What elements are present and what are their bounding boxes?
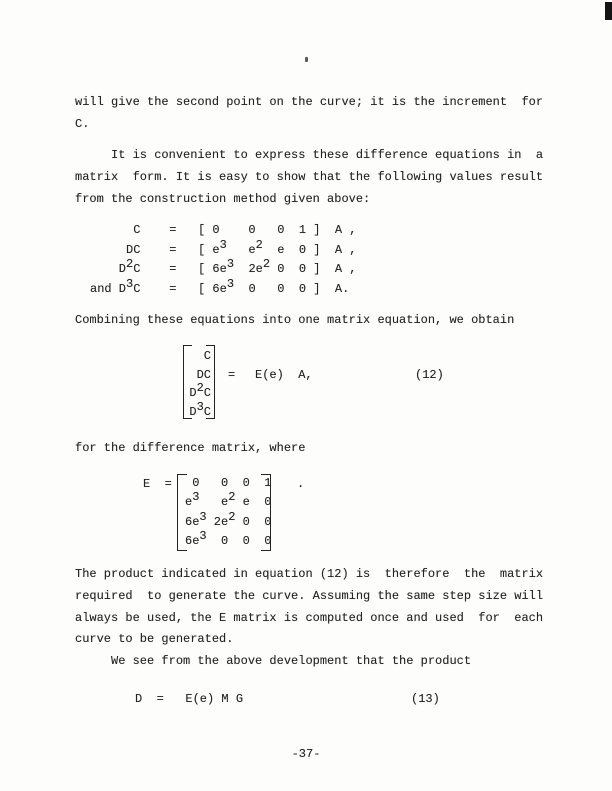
equation-line: and D3C = [ 6e3 0 0 0 ] A.: [90, 276, 350, 296]
vector-row: DC: [196, 367, 211, 382]
matrix-trailing-period: .: [297, 477, 305, 491]
equation-line: C = [ 0 0 0 1 ] A ,: [90, 223, 357, 237]
equation-13-body: D = E(e) M G: [135, 692, 244, 706]
vector-row: D3C: [189, 400, 211, 420]
matrix-right-bracket: [261, 474, 271, 551]
paragraph-line: will give the second point on the curve; it is the increment for: [75, 95, 544, 109]
paragraph-1: [75, 92, 543, 136]
paragraph-2: [75, 145, 543, 210]
equation-12-rhs: E(e) A,: [255, 368, 313, 382]
paragraph-line: matrix form. It is easy to show that the following values result: [75, 169, 544, 184]
paragraph-line: from the construction method given above:: [75, 191, 371, 206]
difference-equations-block: [90, 221, 356, 299]
we-see-sentence: We see from the above development that the product: [75, 654, 472, 668]
paragraph-line: required to generate the curve. Assuming the same step size will: [75, 588, 544, 603]
combining-sentence: Combining these equations into one matrix equation, we obtain: [75, 313, 515, 327]
paragraph-line: C.: [75, 116, 90, 131]
vector-row: D2C: [189, 381, 211, 401]
matrix-row: 0 0 0 1: [185, 476, 272, 490]
equation-12-equals: =: [228, 368, 236, 382]
matrix-row: 6e3 0 0 0: [185, 528, 272, 548]
matrix-e-lhs: E =: [143, 477, 172, 491]
paragraph-3: [75, 564, 543, 651]
paragraph-line: It is convenient to express these difference equations in a: [75, 148, 544, 162]
matrix-rows: [185, 474, 271, 551]
equation-12-number: (12): [415, 368, 444, 382]
equation-line: DC = [ e3 e2 e 0 ] A ,: [90, 237, 357, 257]
paragraph-line: The product indicated in equation (12) is therefore the matrix: [75, 567, 544, 581]
scan-artifact-speck: [305, 57, 308, 62]
equation-line: D2C = [ 6e3 2e2 0 0 ] A ,: [90, 257, 357, 277]
paragraph-line: always be used, the E matrix is computed once and used for each: [75, 610, 544, 625]
scan-artifact-corner-mark: [605, 2, 612, 20]
paragraph-line: curve to be generated.: [75, 632, 234, 647]
matrix-row: e3 e2 e 0: [185, 490, 272, 510]
page-number: -37-: [291, 747, 321, 761]
difference-matrix-sentence: for the difference matrix, where: [75, 441, 306, 455]
equation-13-number: (13): [411, 692, 440, 706]
vector-right-bracket: [206, 345, 215, 419]
matrix-row: 6e3 2e2 0 0: [185, 509, 272, 529]
vector-row: C: [203, 349, 211, 363]
